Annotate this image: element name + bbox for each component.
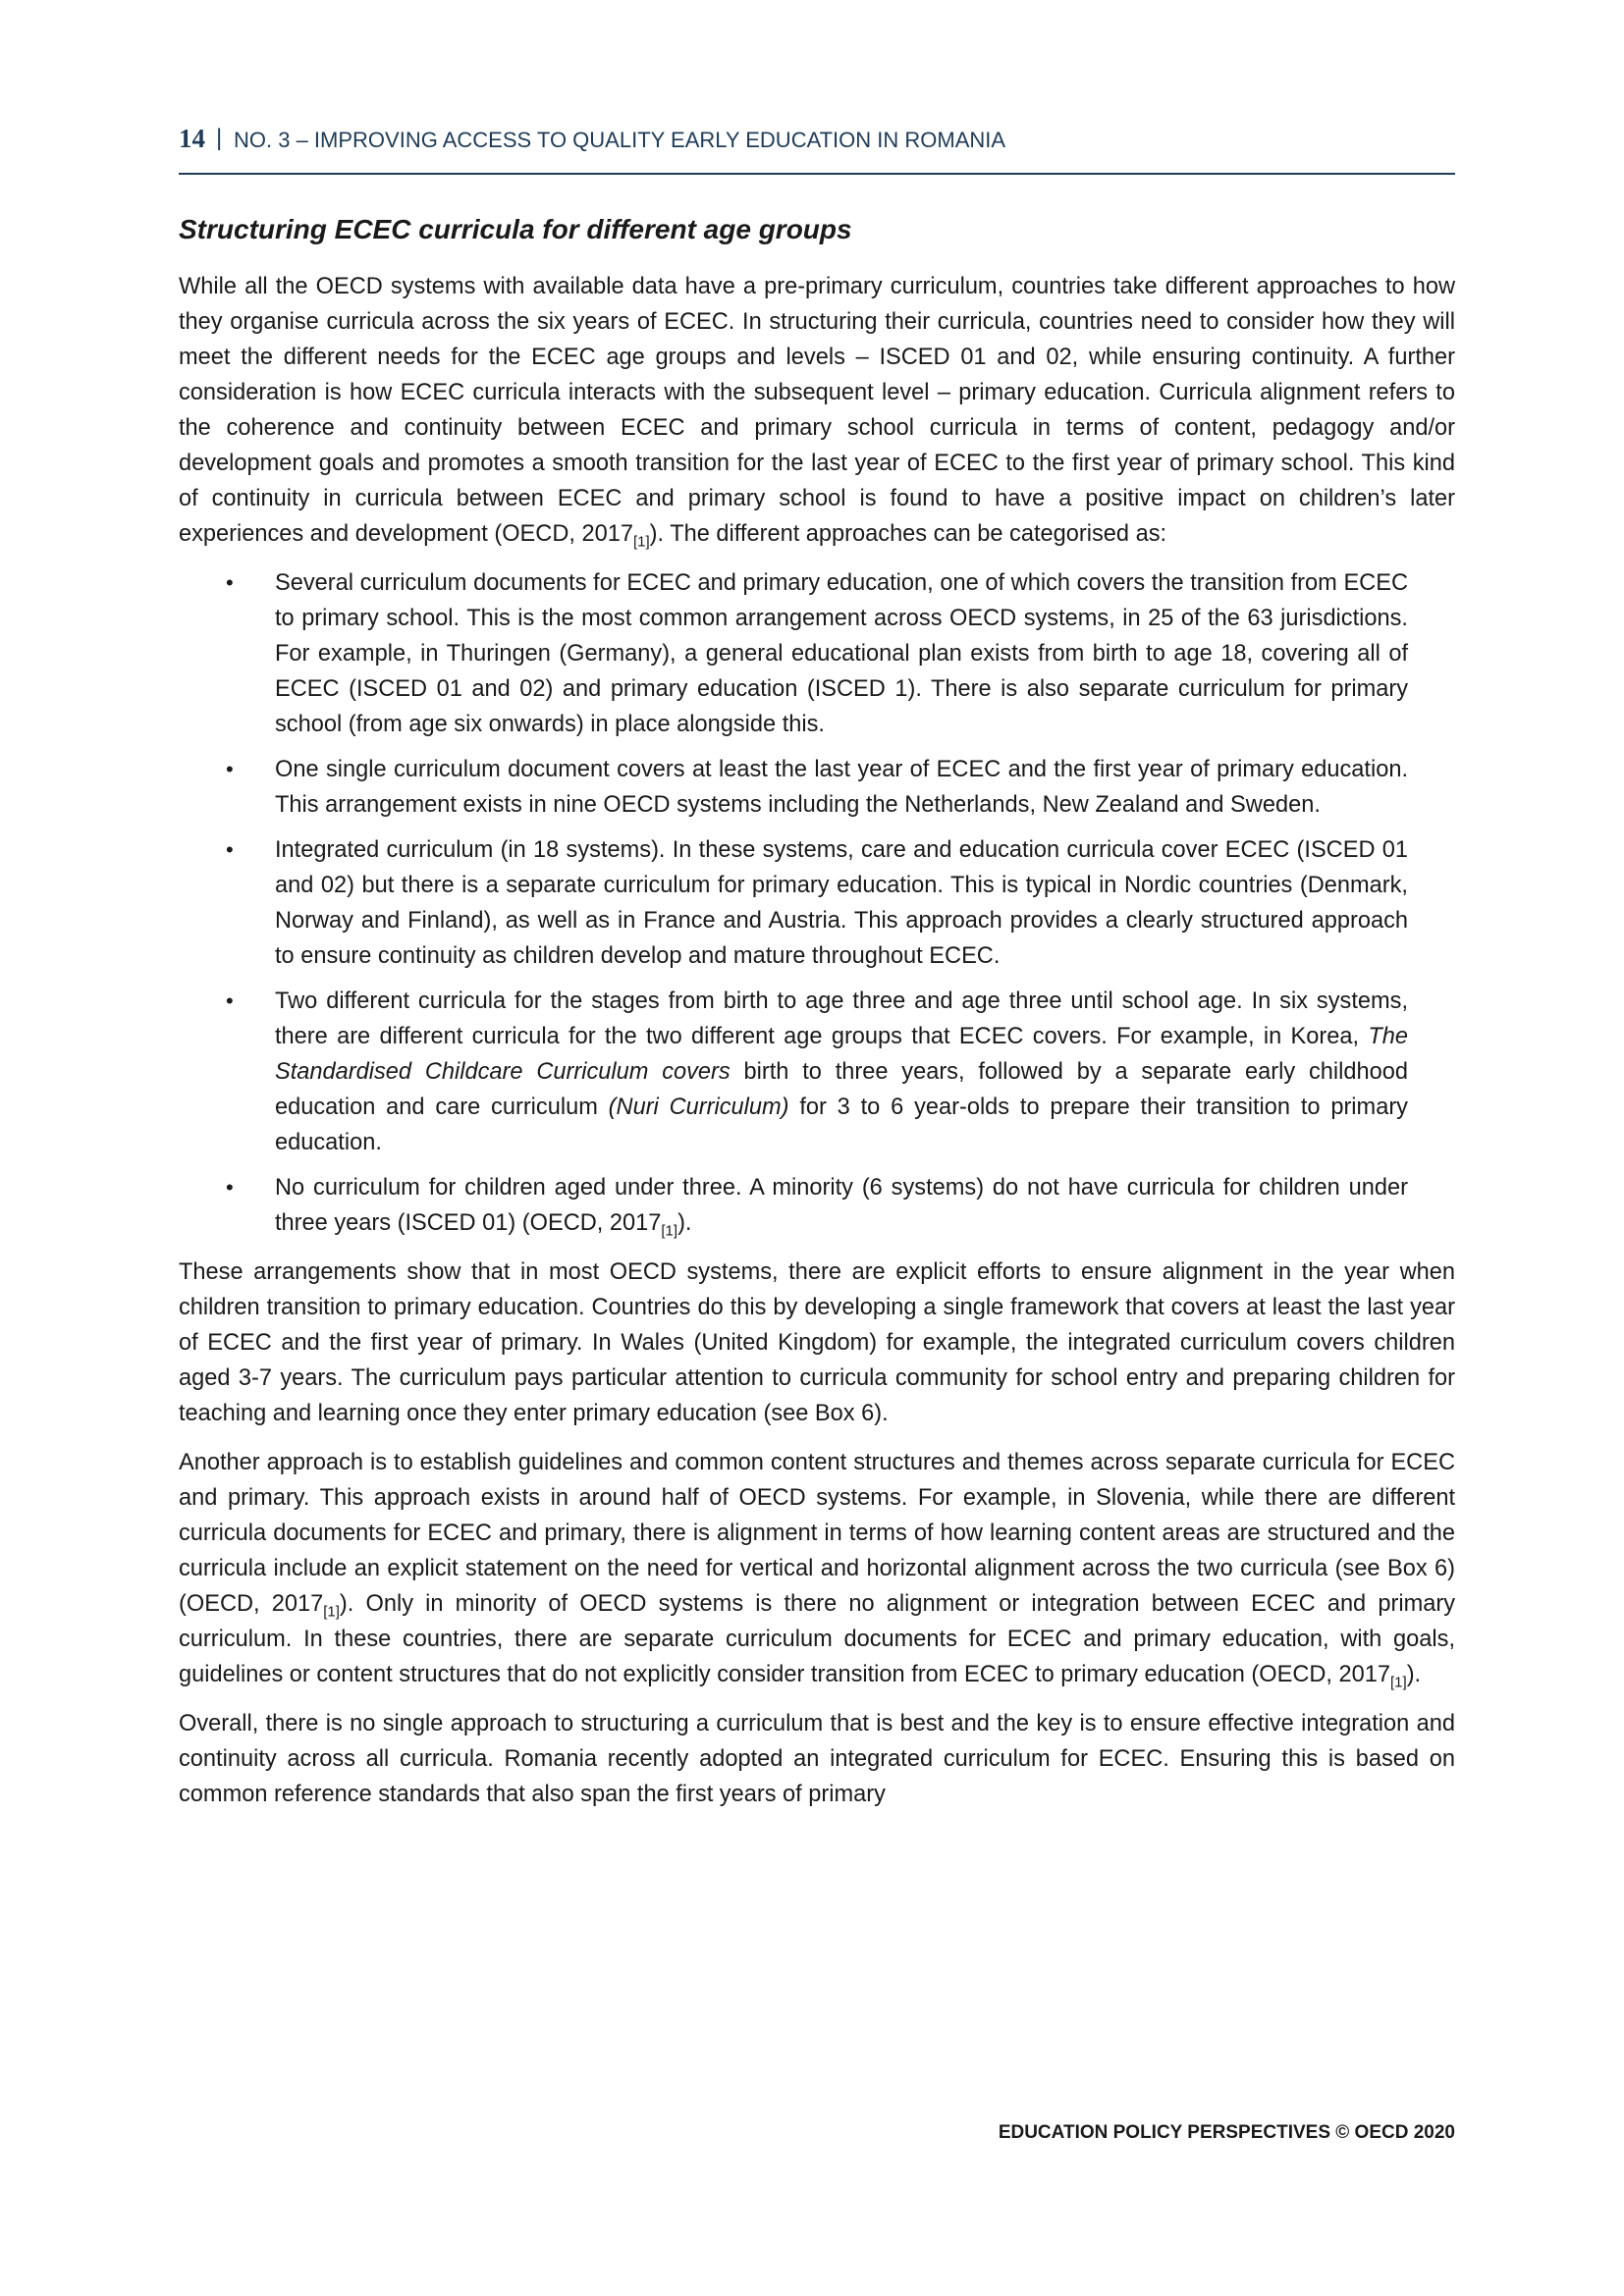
list-item-text: Integrated curriculum (in 18 systems). In these systems, care and education curricula cover ECEC (ISCED 01 and 02) but there is a separate curriculum for primary education. This is typical in Nordic countries (Denmark, Norway and Finland), as well as in France and Austria. This approach provides a clearly structured approach to ensure continuity as children develop and mature throughout ECEC.	[275, 837, 1408, 969]
curriculum-title-italic: (Nuri Curriculum)	[608, 1095, 789, 1120]
paragraph-text: While all the OECD systems with available data have a pre-primary curriculum, countries take different approaches to how they organise curricula across the six years of ECEC. In structuring their curricula, countries need to consider how they will meet the different needs for the ECEC age groups and levels – ISCED 01 and 02, while ensuring continuity. A further consideration is how ECEC curricula interacts with the subsequent level – primary education. Curricula alignment refers to the coherence and continuity between ECEC and primary school curricula in terms of content, pedagogy and/or development goals and promotes a smooth transition for the last year of ECEC to the first year of primary school. This kind of continuity in curricula between ECEC and primary school is found to have a positive impact on children’s later experiences and development (OECD, 2017	[179, 274, 1455, 547]
list-item-text: ).	[677, 1210, 692, 1236]
bullet-icon: •	[226, 837, 234, 862]
paragraph-text: ). Only in minority of OECD systems is there no alignment or integration between ECEC and primary curriculum. In these countries, there are separate curriculum documents for ECEC and primary education, with goals, guidelines or content structures that do not explicitly consider transition from ECEC to primary education (OECD, 2017	[179, 1591, 1455, 1687]
list-item	[179, 565, 1455, 742]
paragraph-text: Another approach is to establish guidelines and common content structures and themes across separate curricula for ECEC and primary. This approach exists in around half of OECD systems. For example, in Slovenia, while there are different curricula documents for ECEC and primary, there is alignment in terms of how learning content areas are structured and the curricula include an explicit statement on the need for vertical and horizontal alignment across the two curricula (see Box 6) (OECD, 2017	[179, 1450, 1455, 1617]
bullet-icon: •	[226, 988, 234, 1013]
list-item-text: for 3 to 6 year-olds to prepare their transition to primary education.	[275, 1095, 1408, 1155]
page-header	[179, 116, 1455, 175]
citation-ref[interactable]: [1]	[661, 1222, 678, 1240]
paragraph-arrangements: These arrangements show that in most OECD systems, there are explicit efforts to ensure alignment in the year when children transition to primary education. Countries do this by developing a single framework that covers at least the last year of ECEC and the first year of primary. In Wales (United Kingdom) for example, the integrated curriculum covers children aged 3-7 years. The curriculum pays particular attention to curricula community for school entry and preparing children for teaching and learning once they enter primary education (see Box 6).	[179, 1259, 1455, 1426]
list-item	[179, 752, 1455, 823]
running-title: NO. 3 – IMPROVING ACCESS TO QUALITY EARLY EDUCATION IN ROMANIA	[234, 128, 1006, 152]
list-item-text: One single curriculum document covers at least the last year of ECEC and the first year of primary education. This arrangement exists in nine OECD systems including the Netherlands, New Zealand and Sweden.	[275, 757, 1408, 818]
bullet-icon: •	[226, 757, 234, 781]
list-item-text: Several curriculum documents for ECEC and primary education, one of which covers the transition from ECEC to primary school. This is the most common arrangement across OECD systems, in 25 of the 63 jurisdictions. For example, in Thuringen (Germany), a general educational plan exists from birth to age 18, covering all of ECEC (ISCED 01 and 02) and primary education (ISCED 1). There is also separate curriculum for primary school (from age six onwards) in place alongside this.	[275, 570, 1408, 737]
paragraph-text: ). The different approaches can be categorised as:	[649, 521, 1167, 547]
list-item-text: birth to three years, followed by a separate early childhood education and care curriculum	[275, 1059, 1408, 1120]
list-item	[179, 984, 1455, 1160]
list-item	[179, 832, 1455, 974]
citation-ref[interactable]: [1]	[1390, 1674, 1407, 1691]
bullet-icon: •	[226, 570, 234, 595]
paragraph-text: ).	[1406, 1662, 1422, 1687]
curriculum-title-italic: The Standardised Childcare Curriculum covers	[275, 1024, 1408, 1085]
list-item	[179, 1170, 1455, 1241]
citation-ref[interactable]: [1]	[632, 533, 650, 551]
paragraph-overall: Overall, there is no single approach to structuring a curriculum that is best and the key is to ensure effective integration and continuity across all curricula. Romania recently adopted an integrated curriculum for ECEC. Ensuring this is based on common reference standards that also span the first years of primary	[179, 1711, 1455, 1807]
citation-ref[interactable]: [1]	[323, 1603, 340, 1621]
list-item-text: No curriculum for children aged under three. A minority (6 systems) do not have curricula for children under three years (ISCED 01) (OECD, 2017	[275, 1175, 1408, 1236]
paragraph-another-approach	[179, 1445, 1455, 1692]
page-footer: EDUCATION POLICY PERSPECTIVES © OECD 2020	[998, 2122, 1455, 2143]
section-heading: Structuring ECEC curricula for different age groups	[179, 214, 852, 244]
header-separator: |	[216, 125, 223, 151]
paragraph-intro	[179, 269, 1455, 552]
main-content	[179, 214, 1455, 1826]
page-number: 14	[179, 124, 205, 153]
list-item-text: Two different curricula for the stages from birth to age three and age three until school age. In six systems, there are different curricula for the two different age groups that ECEC covers. For example, in Korea,	[275, 988, 1408, 1049]
bullet-icon: •	[226, 1175, 234, 1200]
approaches-list	[179, 565, 1455, 1241]
